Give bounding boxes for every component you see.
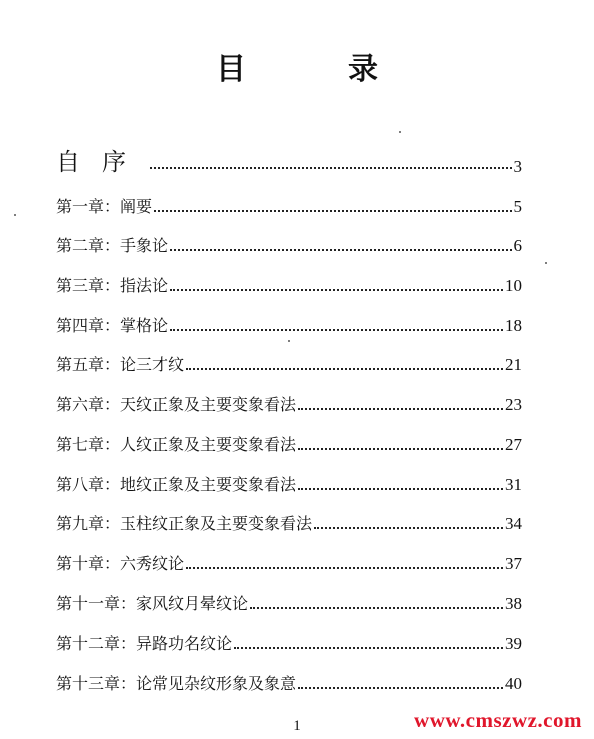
toc-entry-chapter-13[interactable] <box>56 670 522 694</box>
toc-entry-label: 自序 <box>56 148 148 176</box>
dot-leader <box>314 527 503 529</box>
scan-speck <box>545 262 547 264</box>
page-number: 1 <box>293 718 301 734</box>
toc-entry-chapter-3[interactable] <box>56 272 522 296</box>
scan-speck <box>399 131 401 133</box>
toc-entry-chapter-1[interactable] <box>56 193 522 217</box>
toc-entry-page: 21 <box>505 355 522 374</box>
dot-leader <box>298 687 503 689</box>
toc-entry-page: 34 <box>505 514 522 533</box>
toc-entry-label: 第三章：指法论 <box>56 276 169 295</box>
watermark-url: www.cmszwz.com <box>414 708 582 732</box>
toc-entry-page: 37 <box>505 554 522 573</box>
toc-entry-label: 第十二章：异路功名纹论 <box>56 634 233 653</box>
dot-leader <box>298 448 503 450</box>
toc-entry-chapter-4[interactable] <box>56 312 522 336</box>
toc-entry-page: 23 <box>505 395 522 414</box>
toc-entry-label: 第五章：论三才纹 <box>56 355 185 374</box>
toc-entry-page: 3 <box>513 157 522 176</box>
dot-leader <box>154 210 511 212</box>
toc-entry-chapter-6[interactable] <box>56 391 522 415</box>
toc-entry-label: 第一章：阐要 <box>56 197 153 216</box>
scan-speck <box>288 340 290 342</box>
dot-leader <box>234 647 503 649</box>
toc-entry-label: 第四章：掌格论 <box>56 316 169 335</box>
toc-entry-chapter-12[interactable] <box>56 630 522 654</box>
toc-entry-chapter-2[interactable] <box>56 232 522 256</box>
toc-entry-label: 第十三章：论常见杂纹形象及象意 <box>56 674 297 693</box>
toc-entry-label: 第六章：天纹正象及主要变象看法 <box>56 395 297 414</box>
toc-entry-chapter-8[interactable] <box>56 471 522 495</box>
toc-entry-page: 6 <box>513 236 522 255</box>
toc-entry-page: 38 <box>505 594 522 613</box>
toc-entry-chapter-9[interactable] <box>56 510 522 534</box>
dot-leader <box>170 249 511 251</box>
toc-entry-page: 5 <box>513 197 522 216</box>
dot-leader <box>170 329 503 331</box>
toc-entry-page: 27 <box>505 435 522 454</box>
dot-leader <box>170 289 503 291</box>
toc-entry-label: 第八章：地纹正象及主要变象看法 <box>56 475 297 494</box>
toc-entry-label: 第二章：手象论 <box>56 236 169 255</box>
toc-entry-label: 第十一章：家风纹月晕纹论 <box>56 594 249 613</box>
dot-leader <box>298 408 503 410</box>
toc-entry-label: 第七章：人纹正象及主要变象看法 <box>56 435 297 454</box>
page-title: 目 录 <box>216 52 414 87</box>
toc-entry-page: 31 <box>505 475 522 494</box>
toc-entry-page: 40 <box>505 674 522 693</box>
toc-entry-label: 第九章：玉柱纹正象及主要变象看法 <box>56 514 313 533</box>
toc-entry-chapter-7[interactable] <box>56 431 522 455</box>
toc-entry-preface[interactable] <box>56 143 522 177</box>
toc-entry-chapter-11[interactable] <box>56 590 522 614</box>
dot-leader <box>186 368 503 370</box>
dot-leader <box>186 567 503 569</box>
toc-entry-page: 18 <box>505 316 522 335</box>
toc-entry-label: 第十章：六秀纹论 <box>56 554 185 573</box>
dot-leader <box>250 607 503 609</box>
toc-entry-chapter-5[interactable] <box>56 351 522 375</box>
toc-entry-page: 39 <box>505 634 522 653</box>
scan-speck <box>14 214 16 216</box>
dot-leader <box>298 488 503 490</box>
toc-entry-chapter-10[interactable] <box>56 550 522 574</box>
toc-entry-page: 10 <box>505 276 522 295</box>
dot-leader <box>150 167 512 169</box>
